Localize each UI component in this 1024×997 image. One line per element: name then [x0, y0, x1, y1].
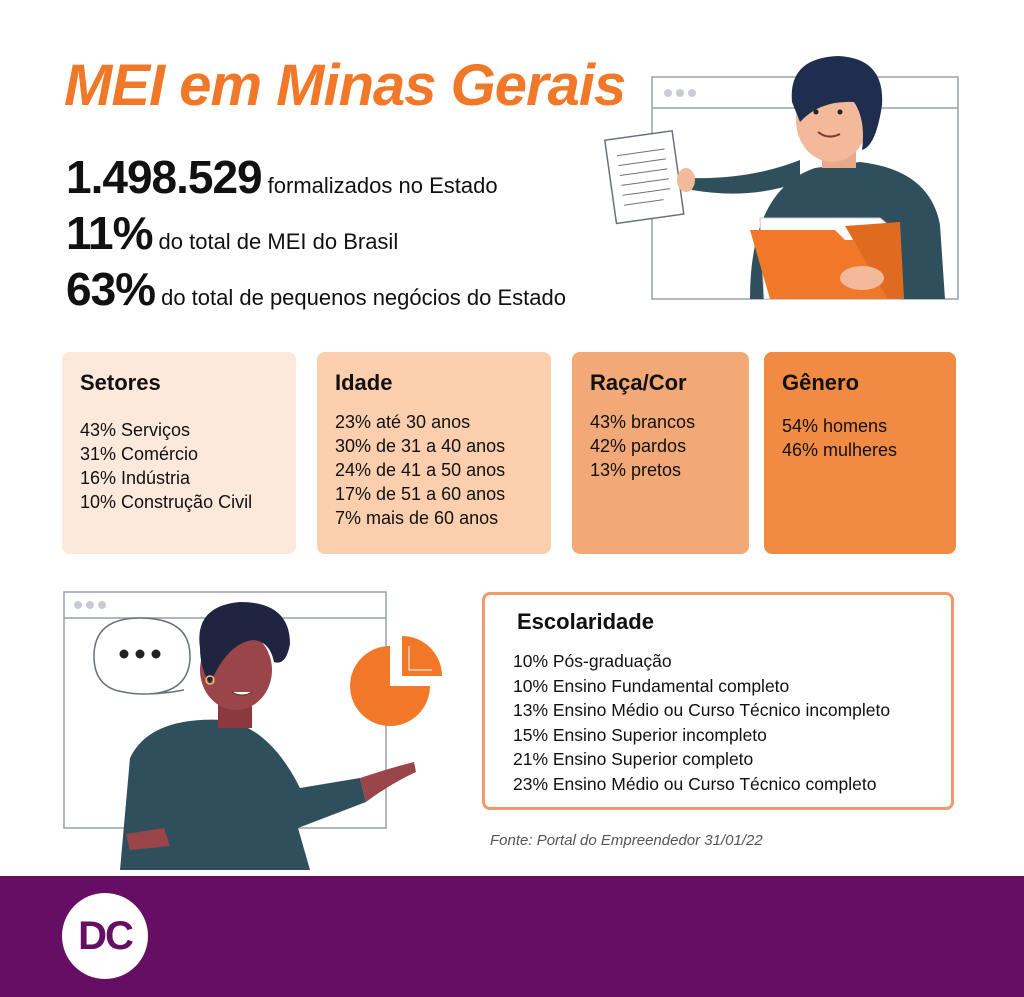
stat-value: 63%: [66, 263, 156, 315]
list-item: 15% Ensino Superior incompleto: [513, 724, 767, 745]
card-title: Raça/Cor: [590, 370, 687, 395]
list-item: 10% Ensino Fundamental completo: [513, 675, 790, 696]
list-item: 30% de 31 a 40 anos: [335, 436, 506, 456]
stat-text: do total de MEI do Brasil: [158, 229, 399, 254]
stat-value: 1.498.529: [66, 151, 262, 203]
list-item: 10% Construção Civil: [80, 492, 253, 512]
list-item: 13% pretos: [590, 460, 682, 480]
card-raca-cor: [572, 352, 749, 554]
speech-bubble-icon: [94, 618, 190, 694]
list-item: 16% Indústria: [80, 468, 191, 488]
list-item: 10% Pós-graduação: [513, 651, 672, 671]
man-with-documents-illustration: [600, 50, 970, 312]
page-title: MEI em Minas Gerais: [64, 53, 626, 118]
stat-pequenos-negocios: [66, 262, 566, 316]
list-item: 31% Comércio: [80, 444, 199, 464]
card-idade: [317, 352, 551, 554]
card-setores: [62, 352, 296, 554]
list-item: 23% até 30 anos: [335, 412, 471, 432]
source-note: Fonte: Portal do Empreendedor 31/01/22: [490, 832, 763, 849]
list-item: 43% brancos: [590, 412, 696, 432]
escolaridade-box: [482, 592, 954, 810]
list-item: 42% pardos: [590, 436, 687, 456]
paper-document: [605, 131, 684, 224]
list-item: 13% Ensino Médio ou Curso Técnico incompleto: [513, 700, 891, 720]
list-item: 24% de 41 a 50 anos: [335, 460, 506, 480]
card-title: Idade: [335, 370, 393, 395]
list-item: 43% Serviços: [80, 420, 191, 440]
stat-text: formalizados no Estado: [267, 173, 498, 198]
list-item: 17% de 51 a 60 anos: [335, 484, 506, 504]
stat-brasil: [66, 206, 398, 260]
stat-formalizados: [66, 150, 498, 204]
card-title: Setores: [80, 370, 161, 395]
list-item: 46% mulheres: [782, 440, 898, 460]
stat-text: do total de pequenos negócios do Estado: [161, 285, 566, 310]
list-item: 7% mais de 60 anos: [335, 508, 499, 528]
stat-value: 11%: [66, 207, 153, 259]
list-item: 23% Ensino Médio ou Curso Técnico completo: [513, 773, 877, 794]
card-title: Gênero: [782, 370, 860, 395]
person-with-pie-chart-illustration: [60, 588, 450, 870]
card-genero: [764, 352, 956, 554]
footer-bar: [0, 876, 1024, 997]
escolaridade-title: Escolaridade: [517, 609, 654, 634]
list-item: 21% Ensino Superior completo: [513, 749, 754, 769]
list-item: 54% homens: [782, 416, 888, 436]
dc-logo: DC: [62, 893, 148, 979]
